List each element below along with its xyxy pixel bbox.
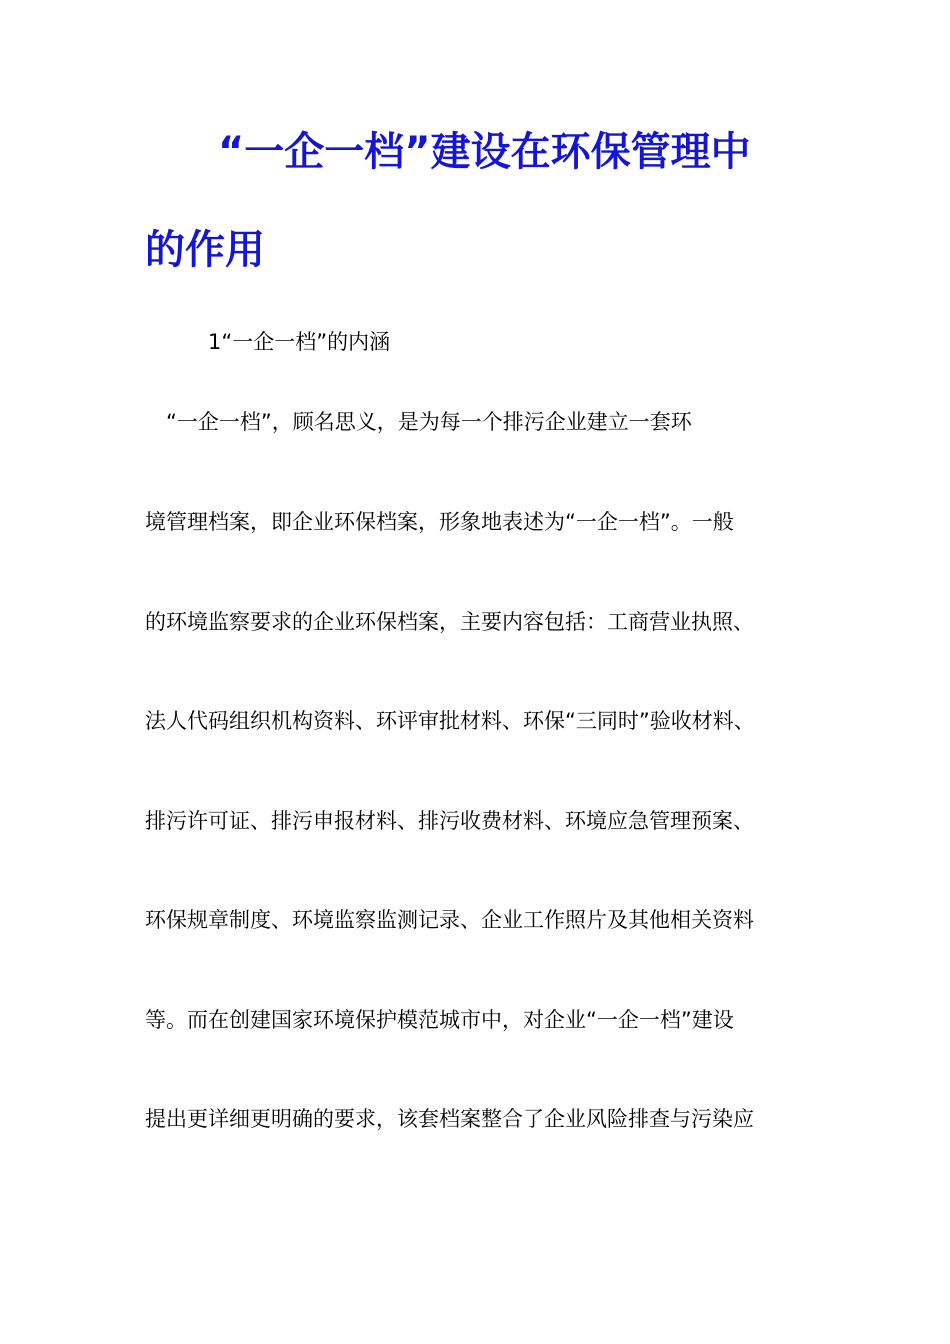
paragraph-line: “一企一档”，顾名思义，是为每一个排污企业建立一套环	[145, 410, 692, 434]
document-title-line-2: 的作用	[145, 227, 265, 273]
paragraph-line: 提出更详细更明确的要求，该套档案整合了企业风险排查与污染应	[145, 1107, 754, 1131]
section-heading: 1“一企一档”的内涵	[208, 330, 391, 354]
paragraph-line: 排污许可证、排污申报材料、排污收费材料、环境应急管理预案、	[145, 809, 754, 833]
paragraph-line: 环保规章制度、环境监察监测记录、企业工作照片及其他相关资料	[145, 908, 754, 932]
paragraph-line: 等。而在创建国家环境保护模范城市中，对企业“一企一档”建设	[145, 1008, 734, 1032]
paragraph-line: 境管理档案，即企业环保档案，形象地表述为“一企一档”。一般	[145, 510, 734, 534]
paragraph-line: 的环境监察要求的企业环保档案，主要内容包括：工商营业执照、	[145, 610, 754, 634]
document-title-line-1: “一企一档”建设在环保管理中	[218, 129, 751, 175]
paragraph-line: 法人代码组织机构资料、环评审批材料、环保“三同时”验收材料、	[145, 709, 755, 733]
